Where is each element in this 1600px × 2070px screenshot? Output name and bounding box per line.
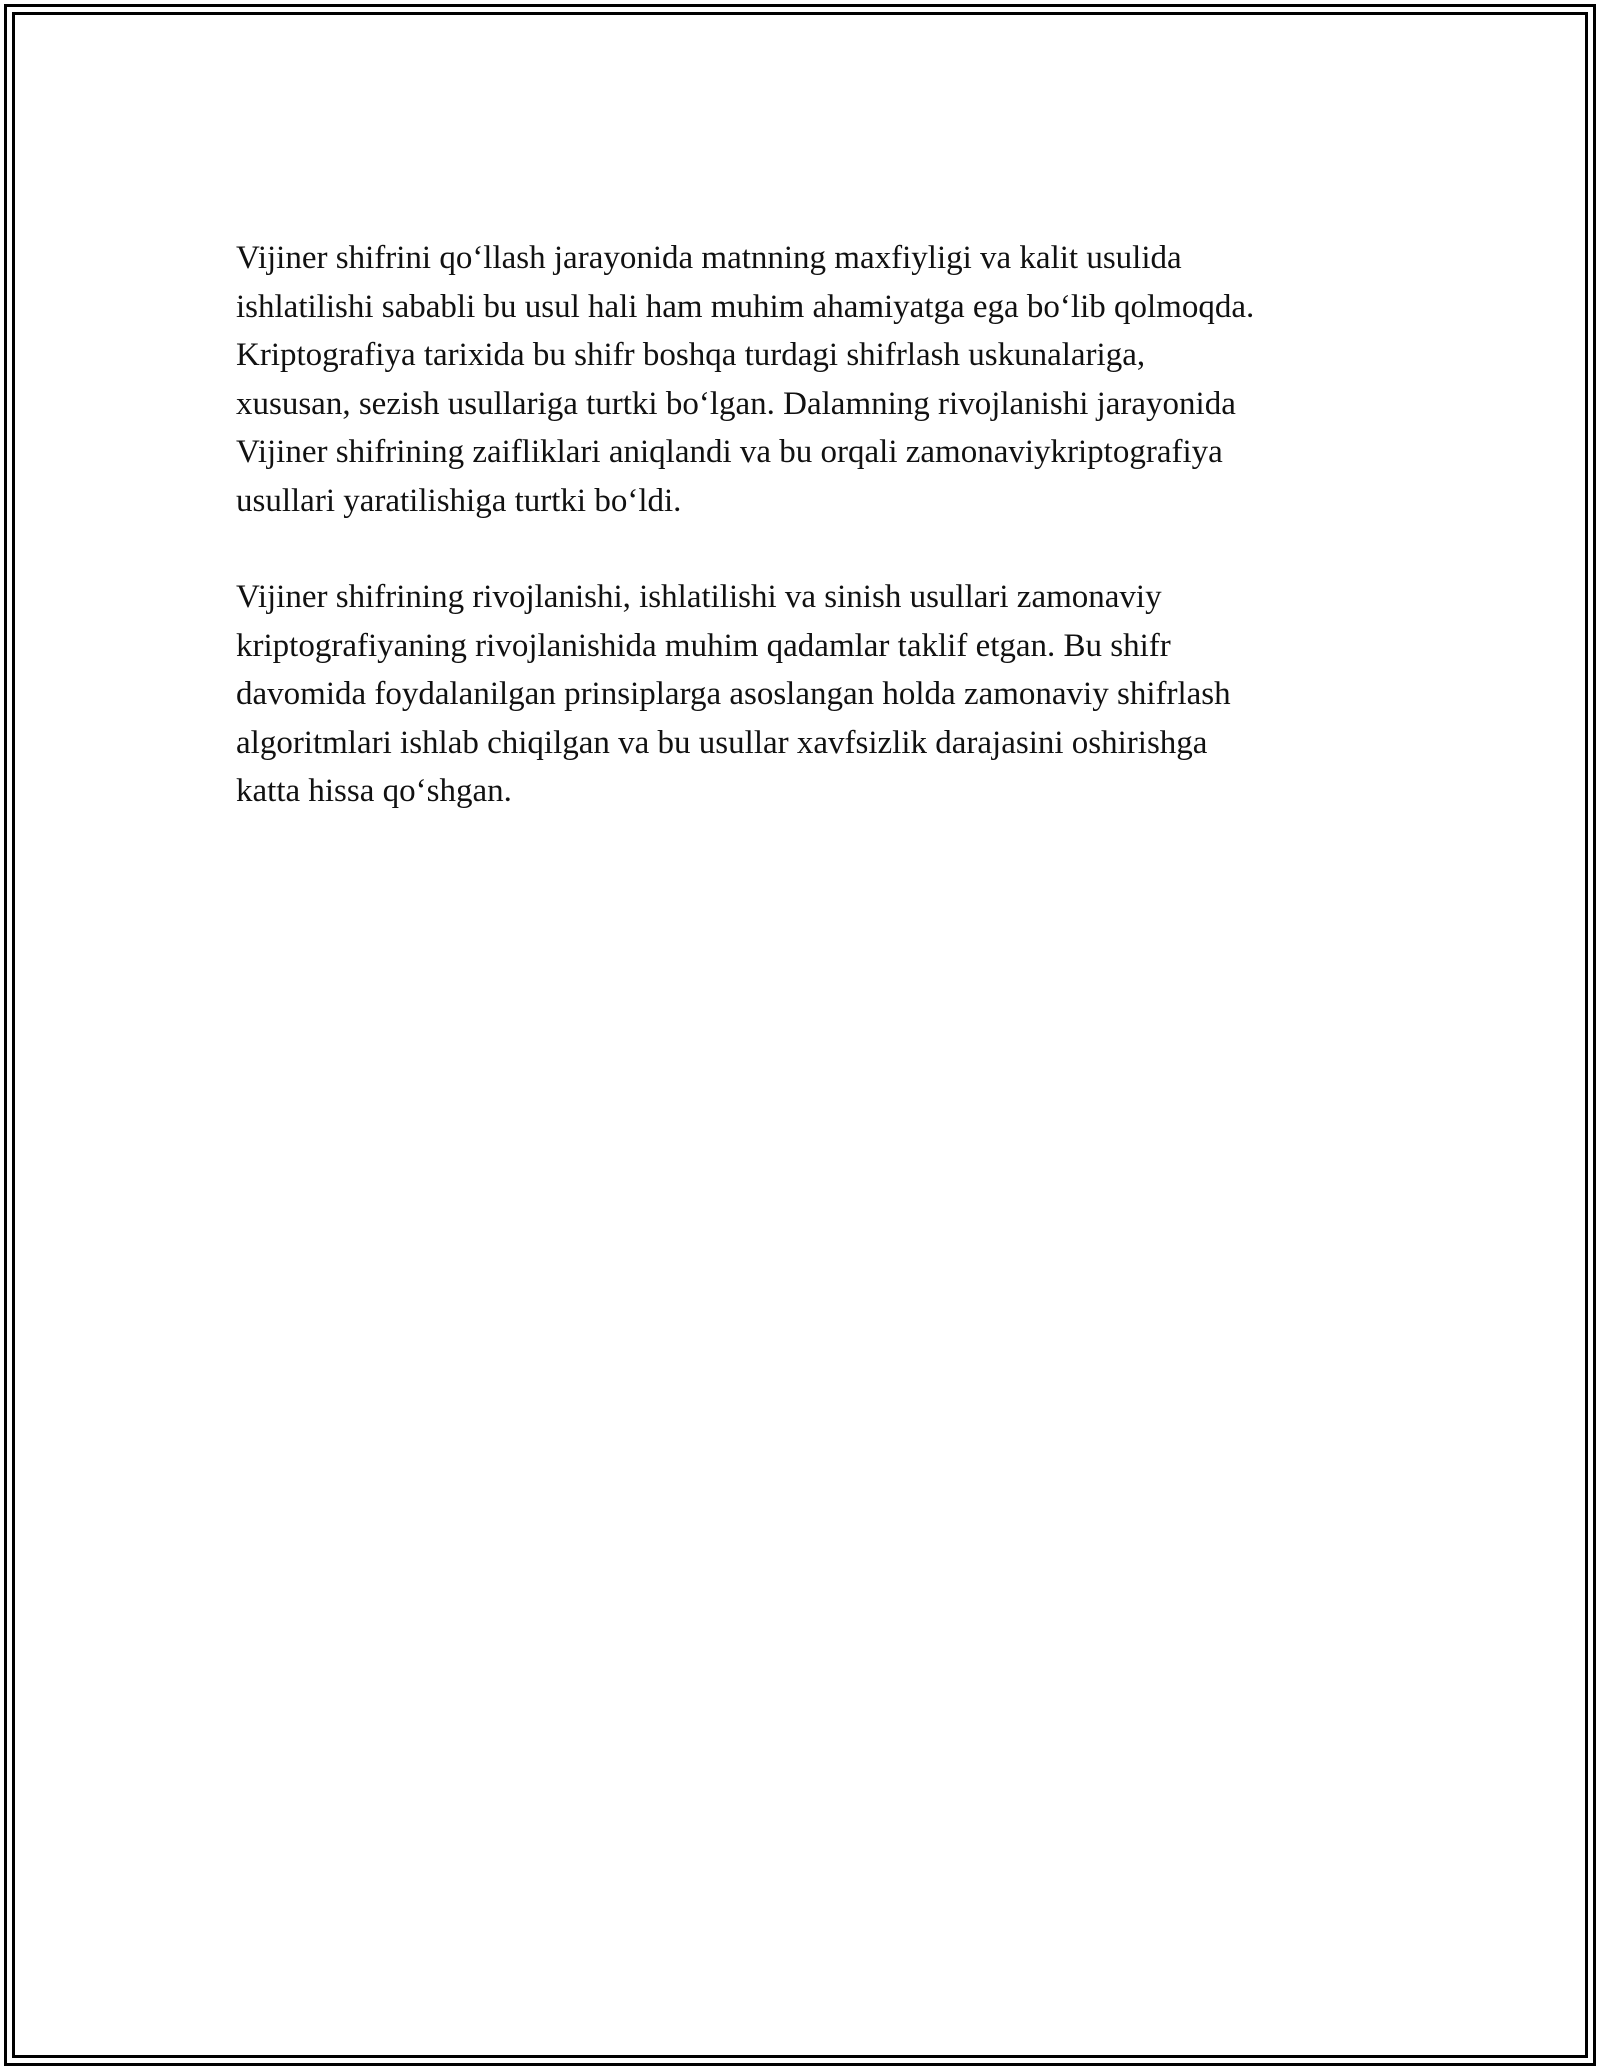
paragraph-2: Vijiner shifrining rivojlanishi, ishlatilishi va sinish usullari zamonaviy kriptografiyaning rivojlanishida muhim qadamlar taklif etgan. Bu shifr davomida foydalanilgan prinsiplarga asoslangan holda zamonaviy shifrlash algoritmlari ishlab chiqilgan va bu usullar xavfsizlik darajasini oshirishga katta hissa qo‘shgan. (236, 579, 1231, 809)
document-body (236, 234, 1386, 864)
paragraph-1: Vijiner shifrini qo‘llash jarayonida matnning maxfiyligi va kalit usulida ishlatilishi sababli bu usul hali ham muhim ahamiyatga ega bo‘lib qolmoqda. Kriptografiya tarixida bu shifr boshqa turdagi shifrlash uskunalariga, xususan, sezish usullariga turtki bo‘lgan. Dalamning rivojlanishi jarayonida Vijiner shifrining zaifliklari aniqlandi va bu orqali zamonaviykriptografiya usullari yaratilishiga turtki bo‘ldi. (236, 240, 1255, 519)
